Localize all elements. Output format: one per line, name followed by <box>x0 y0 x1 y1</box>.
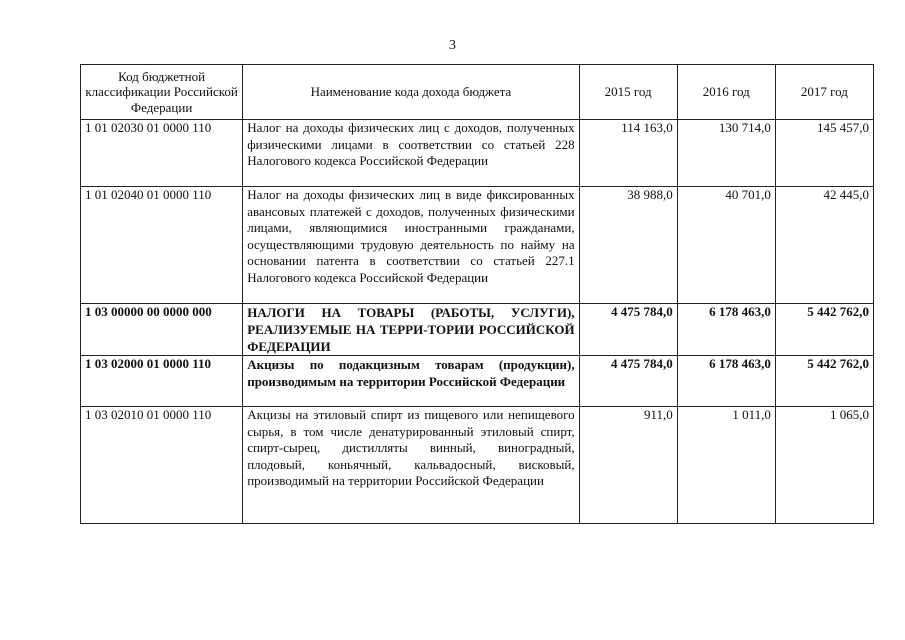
row-value-2015: 38 988,0 <box>579 187 677 304</box>
budget-revenue-table <box>80 64 874 524</box>
row-value-2017: 5 442 762,0 <box>775 356 873 407</box>
header-2015: 2015 год <box>579 65 677 120</box>
table-header-row <box>81 65 874 120</box>
row-value-2015: 4 475 784,0 <box>579 304 677 356</box>
table-row <box>81 187 874 304</box>
row-name: Акцизы по подакцизным товарам (продукции), производимым на территории Российской Федерации <box>243 356 579 407</box>
row-code: 1 03 02000 01 0000 110 <box>81 356 243 407</box>
header-name: Наименование кода дохода бюджета <box>243 65 579 120</box>
table-row <box>81 407 874 524</box>
row-value-2016: 40 701,0 <box>677 187 775 304</box>
row-value-2015: 911,0 <box>579 407 677 524</box>
table-row <box>81 356 874 407</box>
row-value-2017: 42 445,0 <box>775 187 873 304</box>
table-row <box>81 120 874 187</box>
row-value-2016: 130 714,0 <box>677 120 775 187</box>
row-value-2015: 4 475 784,0 <box>579 356 677 407</box>
row-code: 1 03 00000 00 0000 000 <box>81 304 243 356</box>
row-name: Налог на доходы физических лиц в виде фиксированных авансовых платежей с доходов, полученных физическими лицами, являющимися иностранными гражданами, осуществляющими трудовую деятельность по найму на основании патента в соответствии со статьей 227.1 Налогового кодекса Российской Федерации <box>243 187 579 304</box>
row-code: 1 01 02030 01 0000 110 <box>81 120 243 187</box>
row-value-2017: 145 457,0 <box>775 120 873 187</box>
row-value-2017: 5 442 762,0 <box>775 304 873 356</box>
row-name: НАЛОГИ НА ТОВАРЫ (РАБОТЫ, УСЛУГИ), РЕАЛИЗУЕМЫЕ НА ТЕРРИ-ТОРИИ РОССИЙСКОЙ ФЕДЕРАЦИИ <box>243 304 579 356</box>
page-number: 3 <box>449 38 456 53</box>
row-value-2015: 114 163,0 <box>579 120 677 187</box>
header-2017: 2017 год <box>775 65 873 120</box>
row-name: Налог на доходы физических лиц с доходов, полученных физическими лицами в соответствии со статьей 228 Налогового кодекса Российской Федерации <box>243 120 579 187</box>
row-code: 1 03 02010 01 0000 110 <box>81 407 243 524</box>
header-code: Код бюджетной классификации Российской Федерации <box>81 65 243 120</box>
row-code: 1 01 02040 01 0000 110 <box>81 187 243 304</box>
row-value-2016: 6 178 463,0 <box>677 304 775 356</box>
table-row <box>81 304 874 356</box>
row-value-2016: 6 178 463,0 <box>677 356 775 407</box>
row-name: Акцизы на этиловый спирт из пищевого или непищевого сырья, в том числе денатурированный этиловый спирт, спирт-сырец, дистилляты винный, виноградный, плодовый, коньячный, кальвадосный, висковый, производимый на территории Российской Федерации <box>243 407 579 524</box>
header-2016: 2016 год <box>677 65 775 120</box>
row-value-2016: 1 011,0 <box>677 407 775 524</box>
row-value-2017: 1 065,0 <box>775 407 873 524</box>
